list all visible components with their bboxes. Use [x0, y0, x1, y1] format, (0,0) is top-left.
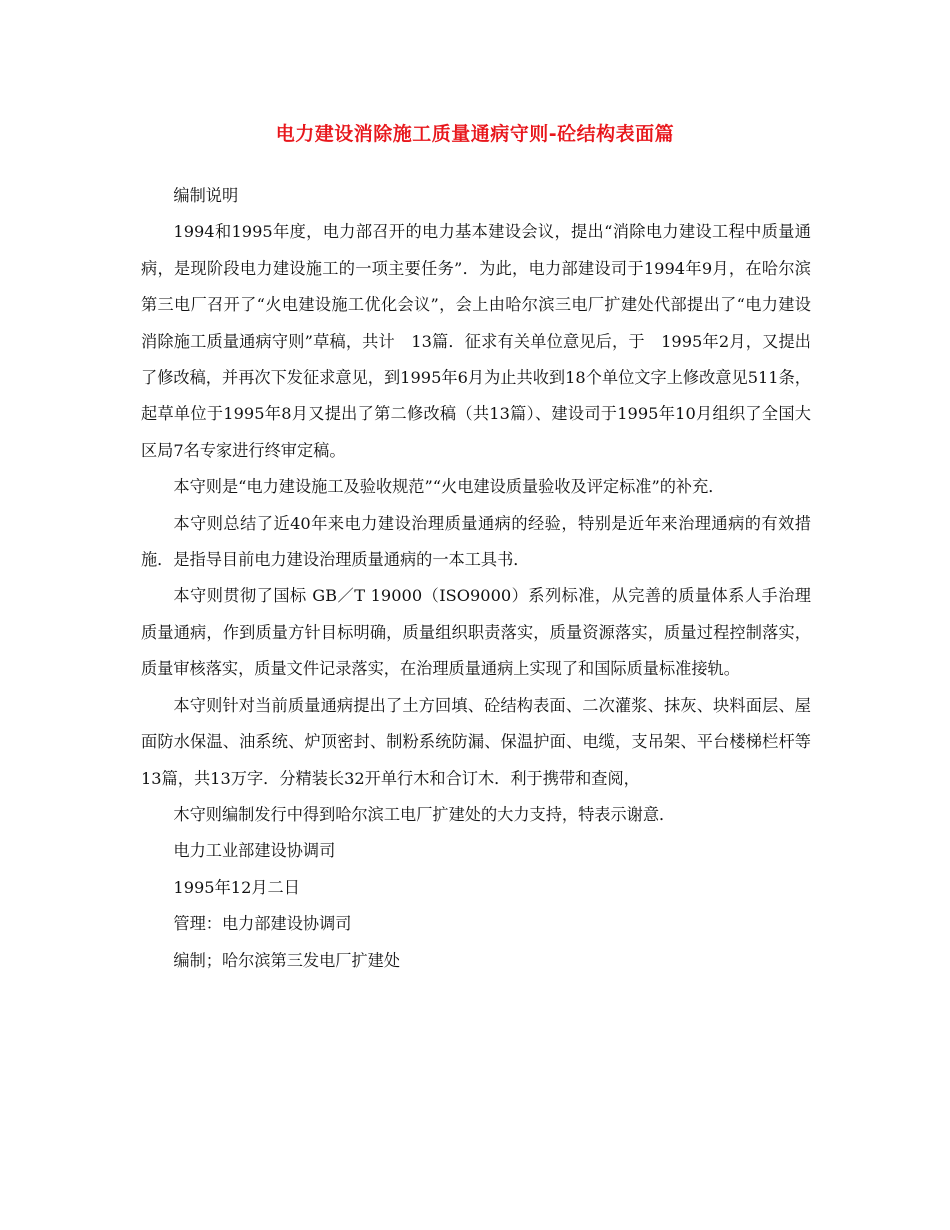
- document-body: [141, 178, 811, 979]
- section-heading: 编制说明: [173, 186, 239, 205]
- paragraph-contents: 本守则针对当前质量通病提出了土方回填、砼结构表面、二次灌浆、抹灰、块料面层、屋面防水保温、油系统、炉顶密封、制粉系统防漏、保温护面、电缆，支吊架、平台楼梯栏杆等13篇，共13万字．分精装长32开单行木和合订木．利于携带和查阅，: [141, 695, 811, 788]
- paragraph-standards: 本守则贯彻了国标 GB／T 19000（ISO9000）系列标准，从完善的质量体系人手治理质量通病，作到质量方针目标明确，质量组织职责落实，质量资源落实，质量过程控制落实，质量审核落实，质量文件记录落实，在治理质量通病上实现了和国际质量标准接轨。: [141, 586, 811, 679]
- paragraph-summary: 本守则总结了近40年来电力建设治理质量通病的经验，特别是近年来治理通病的有效措施．是指导目前电力建设治理质量通病的一本工具书．: [141, 513, 811, 570]
- signature-compiler: 编制；哈尔滨第三发电厂扩建处: [173, 950, 401, 970]
- signature-org: 电力工业部建设协调司: [173, 841, 336, 861]
- signature-management: 管理：电力部建设协调司: [173, 914, 352, 934]
- paragraph-history: 1994和1995年度，电力部召开的电力基本建设会议，提出“消除电力建设工程中质量通病，是现阶段电力建设施工的一项主要任务”．为此，电力部建设司于1994年9月，在哈尔滨第三电厂召开了“火电建设施工优化会议”，会上由哈尔滨三电厂扩建处代部提出了“电力建设消除施工质量通病守则”草稿，共计 13篇．征求有关单位意见后，于 1995年2月，又提出了修改稿，并再次下发征求意见，到1995年6月为止共收到18个单位文字上修改意见511条，起草单位于1995年8月又提出了第二修改稿（共13篇）、建设司于1995年10月组织了全国大区局7名专家进行终审定稿。: [141, 222, 811, 460]
- paragraph-thanks: 木守则编制发行中得到哈尔滨工电厂扩建处的大力支持，特表示谢意．: [173, 804, 676, 824]
- document-title: 电力建设消除施工质量通病守则-砼结构表面篇: [275, 123, 675, 145]
- paragraph-supplement: 本守则是“电力建设施工及验收规范”“火电建设质量验收及评定标准”的补充．: [173, 477, 725, 497]
- signature-date: 1995年12月二日: [173, 877, 300, 897]
